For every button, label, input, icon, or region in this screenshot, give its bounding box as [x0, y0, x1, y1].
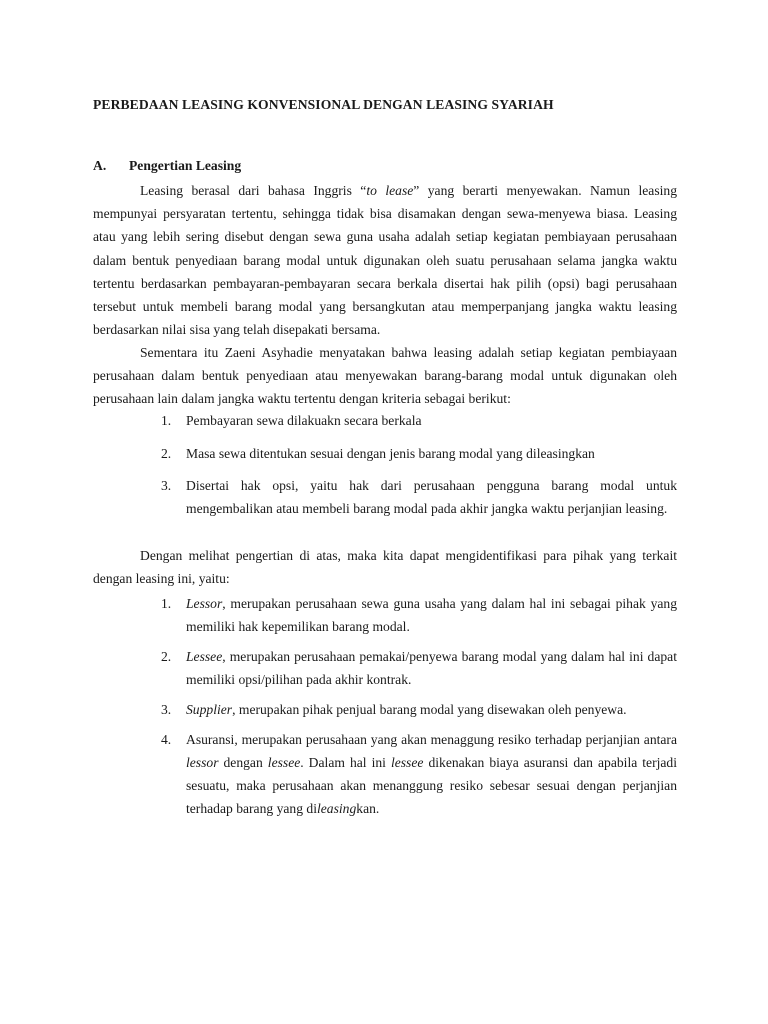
list-item	[161, 728, 677, 821]
italic-term: Lessor	[186, 596, 223, 611]
paragraph-leasing-definition	[93, 179, 677, 341]
list-item	[161, 442, 677, 465]
list-item-number: 1.	[161, 596, 172, 611]
italic-term: lessee	[267, 755, 301, 770]
list-item-description: . Dalam hal ini	[300, 755, 391, 770]
italic-term: to lease	[366, 183, 414, 198]
list-item	[161, 592, 677, 638]
list-item-text	[186, 592, 677, 638]
list-item-number: 3.	[161, 478, 172, 494]
list-item-description: kan.	[356, 801, 380, 817]
document-title: PERBEDAAN LEASING KONVENSIONAL DENGAN LEASING SYARIAH	[93, 97, 554, 112]
list-item	[161, 645, 677, 691]
criteria-list	[161, 409, 677, 530]
parties-list	[161, 592, 677, 826]
paragraph-parties-intro: Dengan melihat pengertian di atas, maka kita dapat mengidentifikasi para pihak yang terkait dengan leasing ini, yaitu:	[93, 548, 677, 587]
list-item	[161, 698, 677, 721]
section-heading-text: Pengertian Leasing	[129, 158, 242, 173]
list-item	[161, 474, 677, 520]
list-item-number: 3.	[161, 702, 172, 717]
list-item-text	[186, 645, 677, 691]
list-item-description: Asuransi, merupakan perusahaan yang akan menaggung resiko terhadap perjanjian antara	[186, 731, 677, 747]
italic-term: Supplier	[186, 702, 233, 717]
list-item-text	[186, 698, 677, 721]
italic-term: lessee	[390, 755, 424, 770]
list-item-number: 1.	[161, 413, 172, 428]
italic-term: leasing	[316, 801, 357, 817]
section-number: A.	[93, 158, 107, 173]
list-item-text: Disertai hak opsi, yaitu hak dari perusahaan pengguna barang modal untuk mengembalikan atau membeli barang modal pada akhir jangka waktu perjanjian leasing.	[186, 478, 677, 517]
list-item-description: , merupakan perusahaan pemakai/penyewa barang modal yang dalam hal ini dapat memiliki opsi/pilihan pada akhir kontrak.	[186, 649, 677, 688]
paragraph-asyhadie-definition: Sementara itu Zaeni Asyhadie menyatakan bahwa leasing adalah setiap kegiatan pembiayaan perusahaan dalam bentuk penyediaan atau menyewakan barang-barang modal untuk digunakan oleh perusahaan lain dalam jangka waktu tertentu dengan kriteria sebagai berikut:	[93, 345, 677, 407]
list-item-number: 2.	[161, 649, 172, 664]
paragraph-text: Leasing berasal dari bahasa Inggris “	[140, 183, 367, 198]
list-item-text: Masa sewa ditentukan sesuai dengan jenis barang modal yang dileasingkan	[186, 445, 595, 461]
paragraph-text: ” yang berarti menyewakan. Namun leasing mempunyai persyaratan tertentu, sehingga tidak bisa disamakan dengan sewa-menyewa biasa. Leasing atau yang lebih sering disebut dengan sewa guna usaha adalah setiap kegiatan pembiayaan perusahaan dalam bentuk penyediaan barang modal untuk digunakan oleh suatu perusahaan selama jangka waktu tertentu berdasarkan pembayaran-pembayaran secara berkala disertai hak pilih (opsi) bagi perusahaan tersebut untuk membeli barang modal yang bersangkutan atau memperpanjang jangka waktu leasing berdasarkan nilai sisa yang telah disepakati bersama.	[93, 183, 677, 338]
document-page	[93, 0, 677, 1024]
list-item-number: 4.	[161, 731, 172, 747]
list-item-number: 2.	[161, 445, 172, 461]
list-item-text: Pembayaran sewa dilakuakn secara berkala	[186, 413, 422, 428]
list-item-description: , merupakan pihak penjual barang modal yang disewakan oleh penyewa.	[232, 702, 627, 717]
list-item	[161, 409, 677, 432]
italic-term: Lessee	[186, 649, 223, 664]
list-item-description: dengan	[218, 755, 268, 770]
list-item-description: dikenakan biaya asuransi dan apabila terjadi sesuatu, maka perusahaan akan menanggung resiko sebesar sesuai dengan perjanjian terhadap barang yang di	[186, 755, 677, 817]
italic-term: lessor	[186, 755, 219, 770]
list-item-text	[186, 728, 677, 821]
list-item-description: , merupakan perusahaan sewa guna usaha yang dalam hal ini sebagai pihak yang memiliki hak kepemilikan barang modal.	[186, 596, 677, 635]
section-heading	[93, 158, 241, 174]
